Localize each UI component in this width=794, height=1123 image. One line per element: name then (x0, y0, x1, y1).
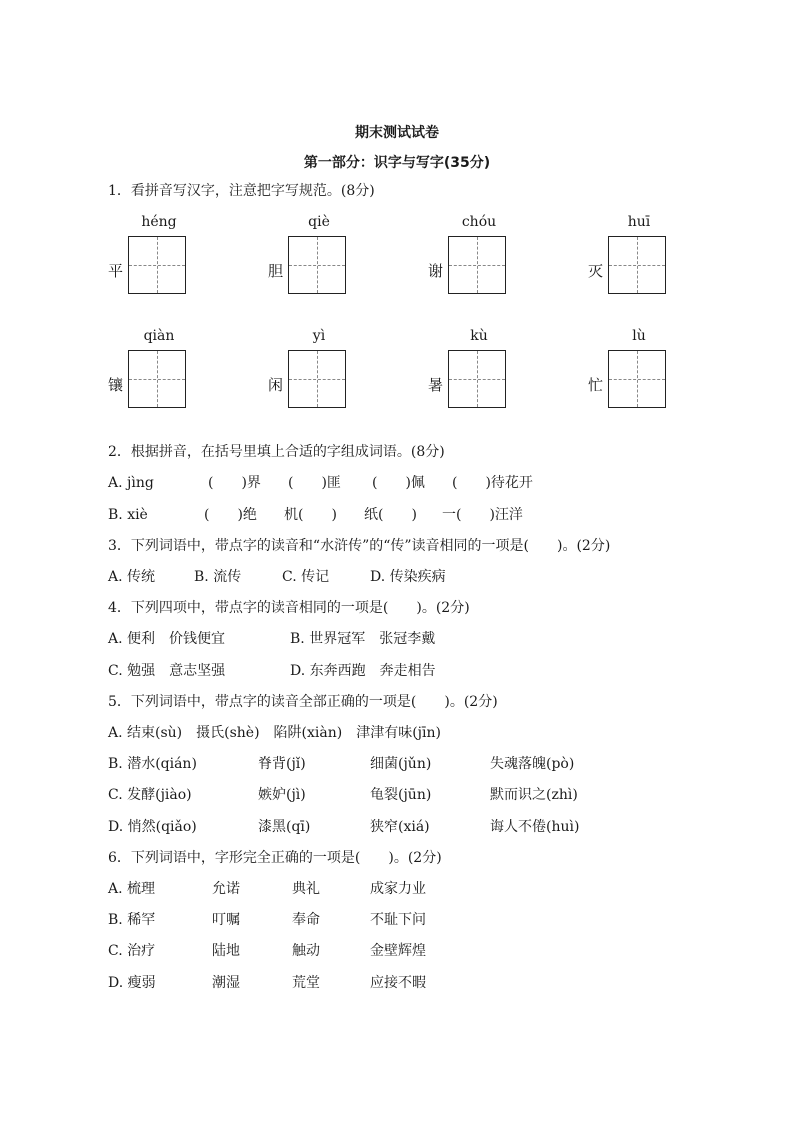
word-item: 漆黑(qī) (258, 819, 311, 835)
q6-option-a[interactable] (108, 880, 608, 898)
pinyin-label: lù (632, 328, 646, 344)
word-item: 允诺 (212, 881, 240, 897)
question-1: 1．看拼音写汉字，注意把字写规范。(8分) (108, 183, 375, 199)
option-label: A. jìng (108, 475, 154, 491)
writing-grid[interactable] (288, 350, 346, 408)
blank-item[interactable]: ( )待花开 (452, 475, 533, 491)
blank-item[interactable]: ( )匪 (288, 475, 341, 491)
q3-options (108, 568, 508, 586)
writing-grid[interactable] (448, 350, 506, 408)
word-item: 嫉妒(jì) (258, 787, 306, 803)
blank-item[interactable]: ( )界 (208, 475, 261, 491)
word-item: D. 瘦弱 (108, 975, 156, 991)
option-b[interactable]: B. 流传 (194, 569, 242, 585)
question-3: 3．下列词语中，带点字的读音和“水浒传”的“传”读音相同的一项是( )。(2分) (108, 538, 611, 554)
option-c[interactable]: C. 勉强 意志坚强 (108, 663, 226, 679)
pinyin-label: yì (312, 328, 326, 344)
word-item: B. 潜水(qián) (108, 756, 197, 772)
blank-item[interactable]: ( )佩 (372, 475, 425, 491)
blank-item[interactable]: 一( )汪洋 (442, 507, 523, 523)
word-item: 诲人不倦(huì) (490, 819, 580, 835)
word-item: 默而识之(zhì) (490, 787, 578, 803)
word-item: 典礼 (292, 881, 320, 897)
option-label: B. xiè (108, 507, 148, 523)
question-4: 4．下列四项中，带点字的读音相同的一项是( )。(2分) (108, 600, 470, 616)
q2-option-b (108, 506, 608, 524)
hint-char: 忙 (588, 376, 604, 394)
pinyin-cell (268, 328, 418, 438)
hint-char: 闲 (268, 376, 284, 394)
q6-option-b[interactable] (108, 911, 608, 929)
question-2: 2．根据拼音，在括号里填上合适的字组成词语。(8分) (108, 444, 445, 460)
word-item: 触动 (292, 943, 320, 959)
writing-grid[interactable] (608, 350, 666, 408)
pinyin-cell (268, 214, 418, 324)
q2-option-a (108, 474, 608, 492)
q5-option-b[interactable] (108, 755, 668, 773)
pinyin-label: chóu (461, 214, 497, 230)
option-d[interactable]: D. 东奔西跑 奔走相告 (290, 663, 436, 679)
word-item: 脊背(jǐ) (258, 756, 306, 772)
option-a[interactable]: A. 便利 价钱便宜 (108, 631, 226, 647)
word-item: 不耻下问 (370, 912, 426, 928)
word-item: 细菌(jǔn) (370, 756, 432, 772)
word-item: C. 发酵(jiào) (108, 787, 192, 803)
blank-item[interactable]: 机( ) (284, 507, 337, 523)
pinyin-label: qiè (308, 214, 330, 230)
pinyin-label: qiàn (143, 328, 175, 344)
q4-options-ab (108, 630, 608, 648)
q5-option-c[interactable] (108, 786, 668, 804)
section-heading: 第一部分：识字与写字(35分) (303, 155, 491, 171)
hint-char: 暑 (428, 376, 444, 394)
word-item: 应接不暇 (370, 975, 426, 991)
word-item: A. 梳理 (108, 881, 156, 897)
hint-char: 灭 (588, 262, 604, 280)
hint-char: 平 (108, 262, 124, 280)
word-item: 叮嘱 (212, 912, 240, 928)
word-item: 龟裂(jūn) (370, 787, 432, 803)
blank-item[interactable]: ( )绝 (204, 507, 257, 523)
pinyin-label: huī (627, 214, 651, 230)
option-b[interactable]: B. 世界冠军 张冠李戴 (290, 631, 436, 647)
q6-option-c[interactable] (108, 942, 608, 960)
pinyin-label: héng (141, 214, 177, 230)
writing-grid[interactable] (128, 236, 186, 294)
writing-grid[interactable] (448, 236, 506, 294)
question-5: 5．下列词语中，带点字的读音全部正确的一项是( )。(2分) (108, 694, 498, 710)
hint-char: 谢 (428, 262, 444, 280)
exam-title: 期末测试试卷 (355, 125, 439, 141)
writing-grid[interactable] (128, 350, 186, 408)
q4-options-cd (108, 662, 608, 680)
q5-option-d[interactable] (108, 818, 668, 836)
word-item: 失魂落魄(pò) (490, 756, 575, 772)
word-item: C. 治疗 (108, 943, 156, 959)
word-item: 成家力业 (370, 881, 426, 897)
option-c[interactable]: C. 传记 (282, 569, 330, 585)
writing-grid[interactable] (288, 236, 346, 294)
hint-char: 镶 (108, 376, 124, 394)
question-6: 6．下列词语中，字形完全正确的一项是( )。(2分) (108, 850, 442, 866)
word-item: 荒堂 (292, 975, 320, 991)
pinyin-cell (428, 214, 578, 324)
word-item: 潮湿 (212, 975, 240, 991)
pinyin-cell (588, 214, 738, 324)
option-a[interactable]: A. 传统 (108, 569, 156, 585)
word-item: 奉命 (292, 912, 320, 928)
word-item: B. 稀罕 (108, 912, 156, 928)
q5-option-a[interactable]: A. 结束(sù) 摄氏(shè) 陷阱(xiàn) 津津有味(jīn) (108, 725, 441, 741)
hint-char: 胆 (268, 262, 284, 280)
word-item: 陆地 (212, 943, 240, 959)
option-d[interactable]: D. 传染疾病 (370, 569, 446, 585)
word-item: 狭窄(xiá) (370, 819, 430, 835)
pinyin-cell (428, 328, 578, 438)
pinyin-label: kù (470, 328, 488, 344)
pinyin-cell (588, 328, 738, 438)
blank-item[interactable]: 纸( ) (364, 507, 417, 523)
writing-grid[interactable] (608, 236, 666, 294)
pinyin-cell (108, 214, 258, 324)
word-item: D. 悄然(qiǎo) (108, 819, 197, 835)
word-item: 金壁辉煌 (370, 943, 426, 959)
pinyin-cell (108, 328, 258, 438)
q6-option-d[interactable] (108, 974, 608, 992)
